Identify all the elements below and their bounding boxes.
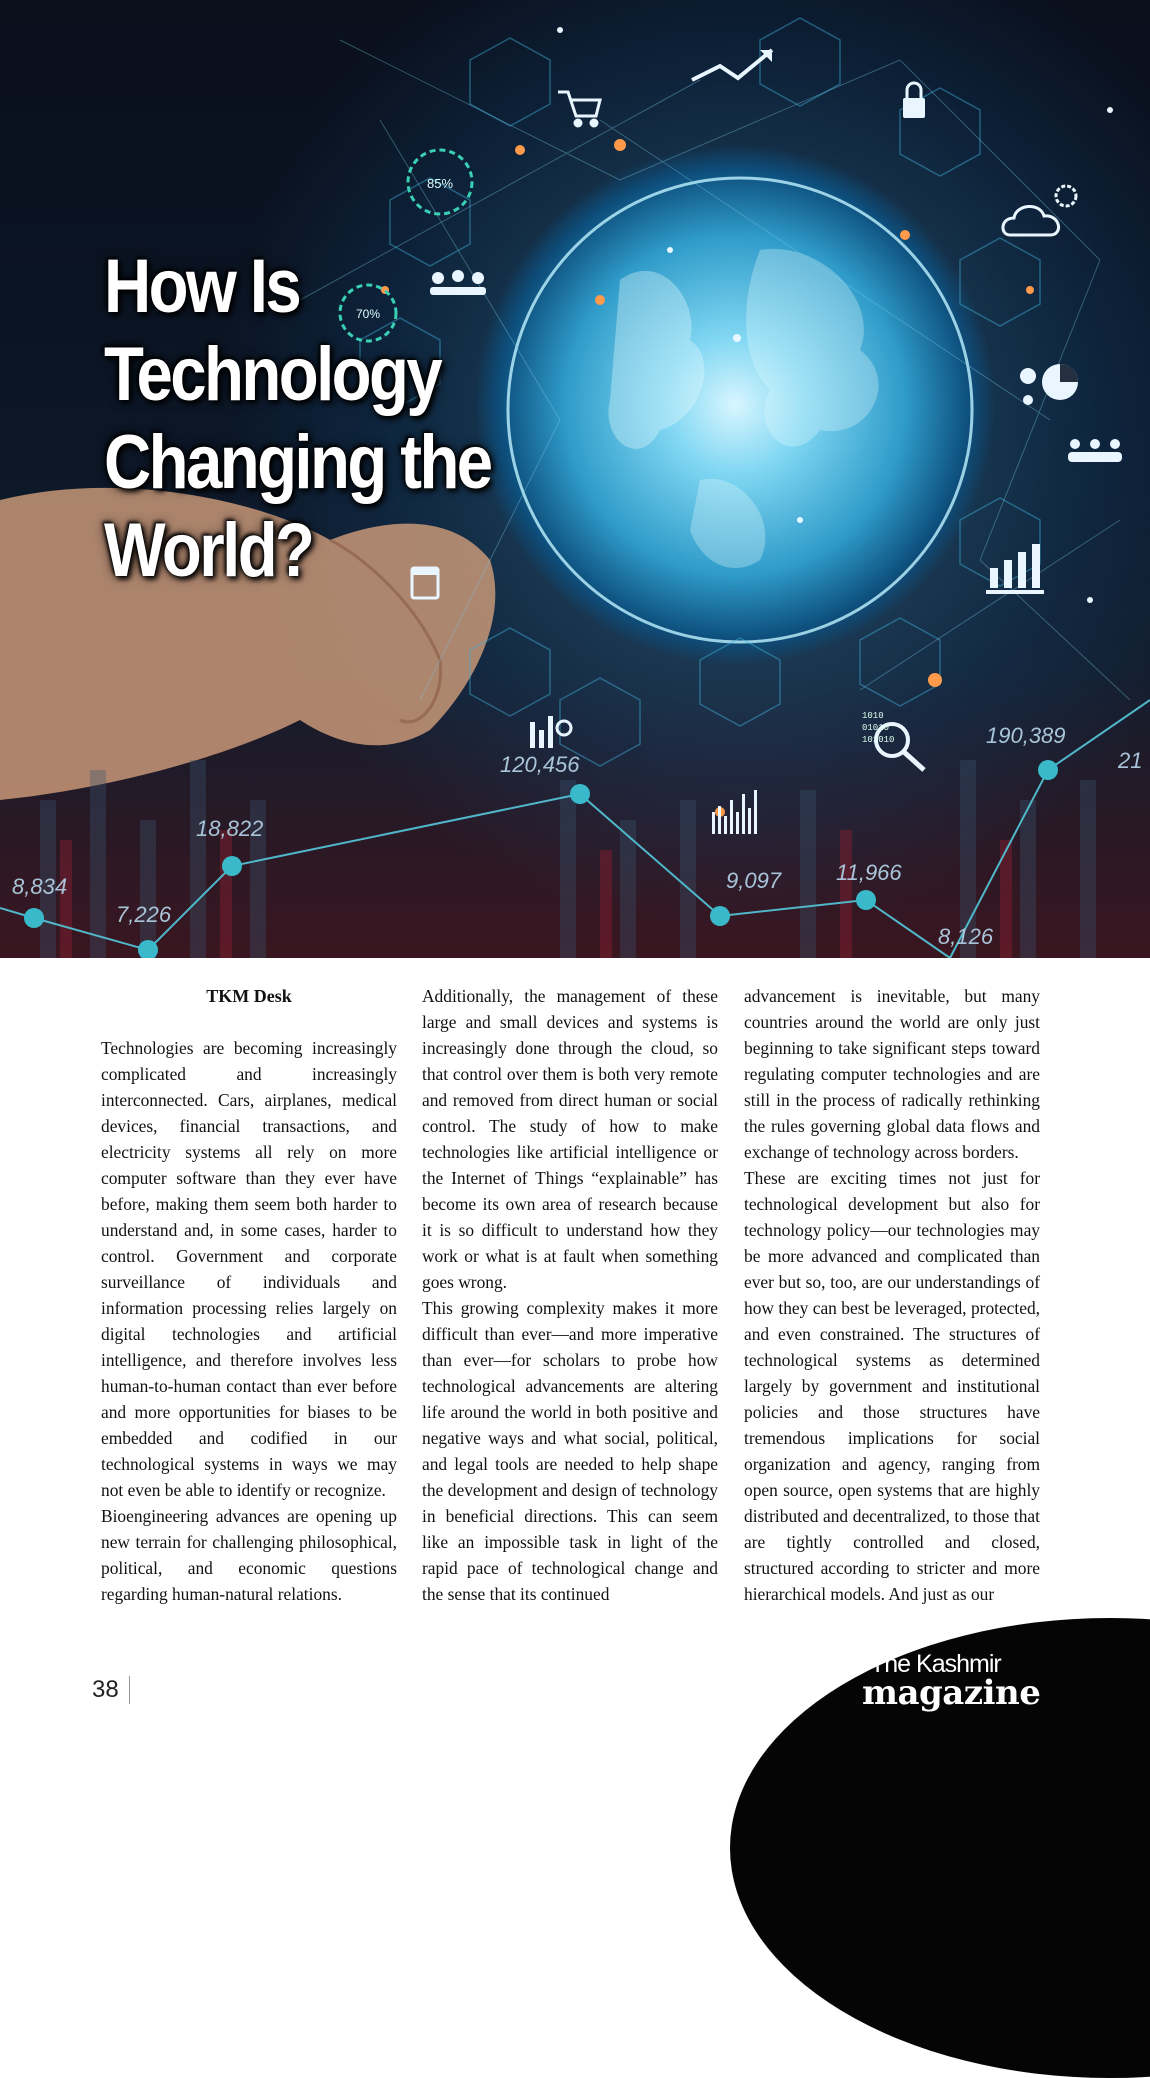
page-number: 38	[92, 1676, 130, 1704]
article-column-1	[101, 983, 397, 1607]
data-node	[1038, 760, 1058, 780]
gauge-label-85: 85%	[426, 176, 454, 191]
analytics-icon	[530, 716, 571, 748]
paragraph: Additionally, the management of these large and small devices and systems is increasingly done through the cloud, so that control over them is both very remote and removed from direct human or social control. The study of how to make technologies like artificial intelligence or the Internet of Things “explainable” has become its own area of research because it is so difficult to understand how they work or what is at fault when something goes wrong.	[422, 986, 718, 1292]
paragraph: Technologies are becoming increasingly complicated and increasingly interconnected. Cars, airplanes, medical devices, financial transactions, and electricity systems all rely on more computer software than they ever have before, making them seem both harder to understand and, in some cases, harder to control. Government and corporate surveillance of individuals and information processing relies largely on digital technologies and artificial intelligence, and therefore involves less human-to-human contact than ever before and more opportunities for biases to be embedded and codified in our technological systems in ways we may not even be able to identify or recognize.	[101, 1038, 397, 1500]
cart-icon	[558, 92, 600, 126]
data-node	[24, 908, 44, 928]
binary-line-1: 1010	[862, 711, 884, 721]
hero-image	[0, 0, 1150, 958]
settings-icon	[1056, 186, 1076, 206]
article-column-3	[744, 983, 1040, 1607]
bar-spectrum-icon	[712, 790, 757, 834]
paragraph: These are exciting times not just for technological development but also for technology policy—our technologies may be more advanced and complicated than ever but so, too, are our understandings of how they can best be leveraged, protected, and even constrained. The structures of technological systems as determined largely by government and institutional policies and those structures have tremendous implications for social organization and agency, ranging from open source, open systems that are highly distributed and decentralized, to those that are tightly controlled and closed, structured according to stricter and more hierarchical models. And just as our	[744, 1168, 1040, 1604]
stat-label: 18,822	[196, 816, 264, 841]
globe-icon	[508, 178, 972, 642]
people-group-icon	[1068, 439, 1122, 462]
title-line-4: World?	[104, 508, 313, 593]
brand-name-large: magazine	[862, 1673, 1041, 1713]
pie-chart-icon	[1020, 364, 1078, 405]
binary-line-3: 101010	[862, 735, 895, 745]
stat-label: 8,834	[12, 874, 68, 899]
stat-label: 190,389	[986, 723, 1066, 748]
brand-name-small: The Kashmir	[870, 1650, 1001, 1678]
article-column-2	[422, 983, 718, 1607]
stat-label: 11,966	[836, 860, 902, 885]
data-node	[710, 906, 730, 926]
bar-growth-icon	[986, 544, 1044, 594]
stat-label: 8,126	[938, 924, 994, 949]
binary-line-2: 01010	[862, 723, 890, 733]
author-byline: TKM Desk	[206, 986, 292, 1006]
title-line-1: How Is	[104, 244, 300, 329]
paragraph: This growing complexity makes it more difficult than ever—and more imperative than ever—for scholars to probe how technological advancements are altering life around the world in both positive and negative ways and what social, political, and legal tools are needed to help shape the development and design of technology in beneficial directions. This can seem like an impossible task in light of the rapid pace of technological change and the sense that its continued	[422, 1298, 718, 1604]
gauge-label-70: 70%	[355, 307, 381, 321]
article-title	[104, 243, 517, 595]
stat-label: 120,456	[500, 752, 580, 777]
paragraph: advancement is inevitable, but many countries around the world are only just beginning to take significant steps toward regulating computer technologies and are still in the process of radically rethinking the rules governing global data flows and exchange of technology across borders.	[744, 986, 1040, 1162]
title-line-2: Technology	[104, 332, 441, 417]
paragraph: Bioengineering advances are opening up new terrain for challenging philosophical, political, and economic questions regarding human-natural relations.	[101, 1506, 397, 1604]
stat-label: 7,226	[116, 902, 172, 927]
title-line-3: Changing the	[104, 420, 491, 505]
data-node	[570, 784, 590, 804]
stat-label: 21	[1118, 748, 1143, 773]
lock-icon	[903, 83, 925, 118]
data-node	[856, 890, 876, 910]
stat-label: 9,097	[726, 868, 782, 893]
data-node	[222, 856, 242, 876]
